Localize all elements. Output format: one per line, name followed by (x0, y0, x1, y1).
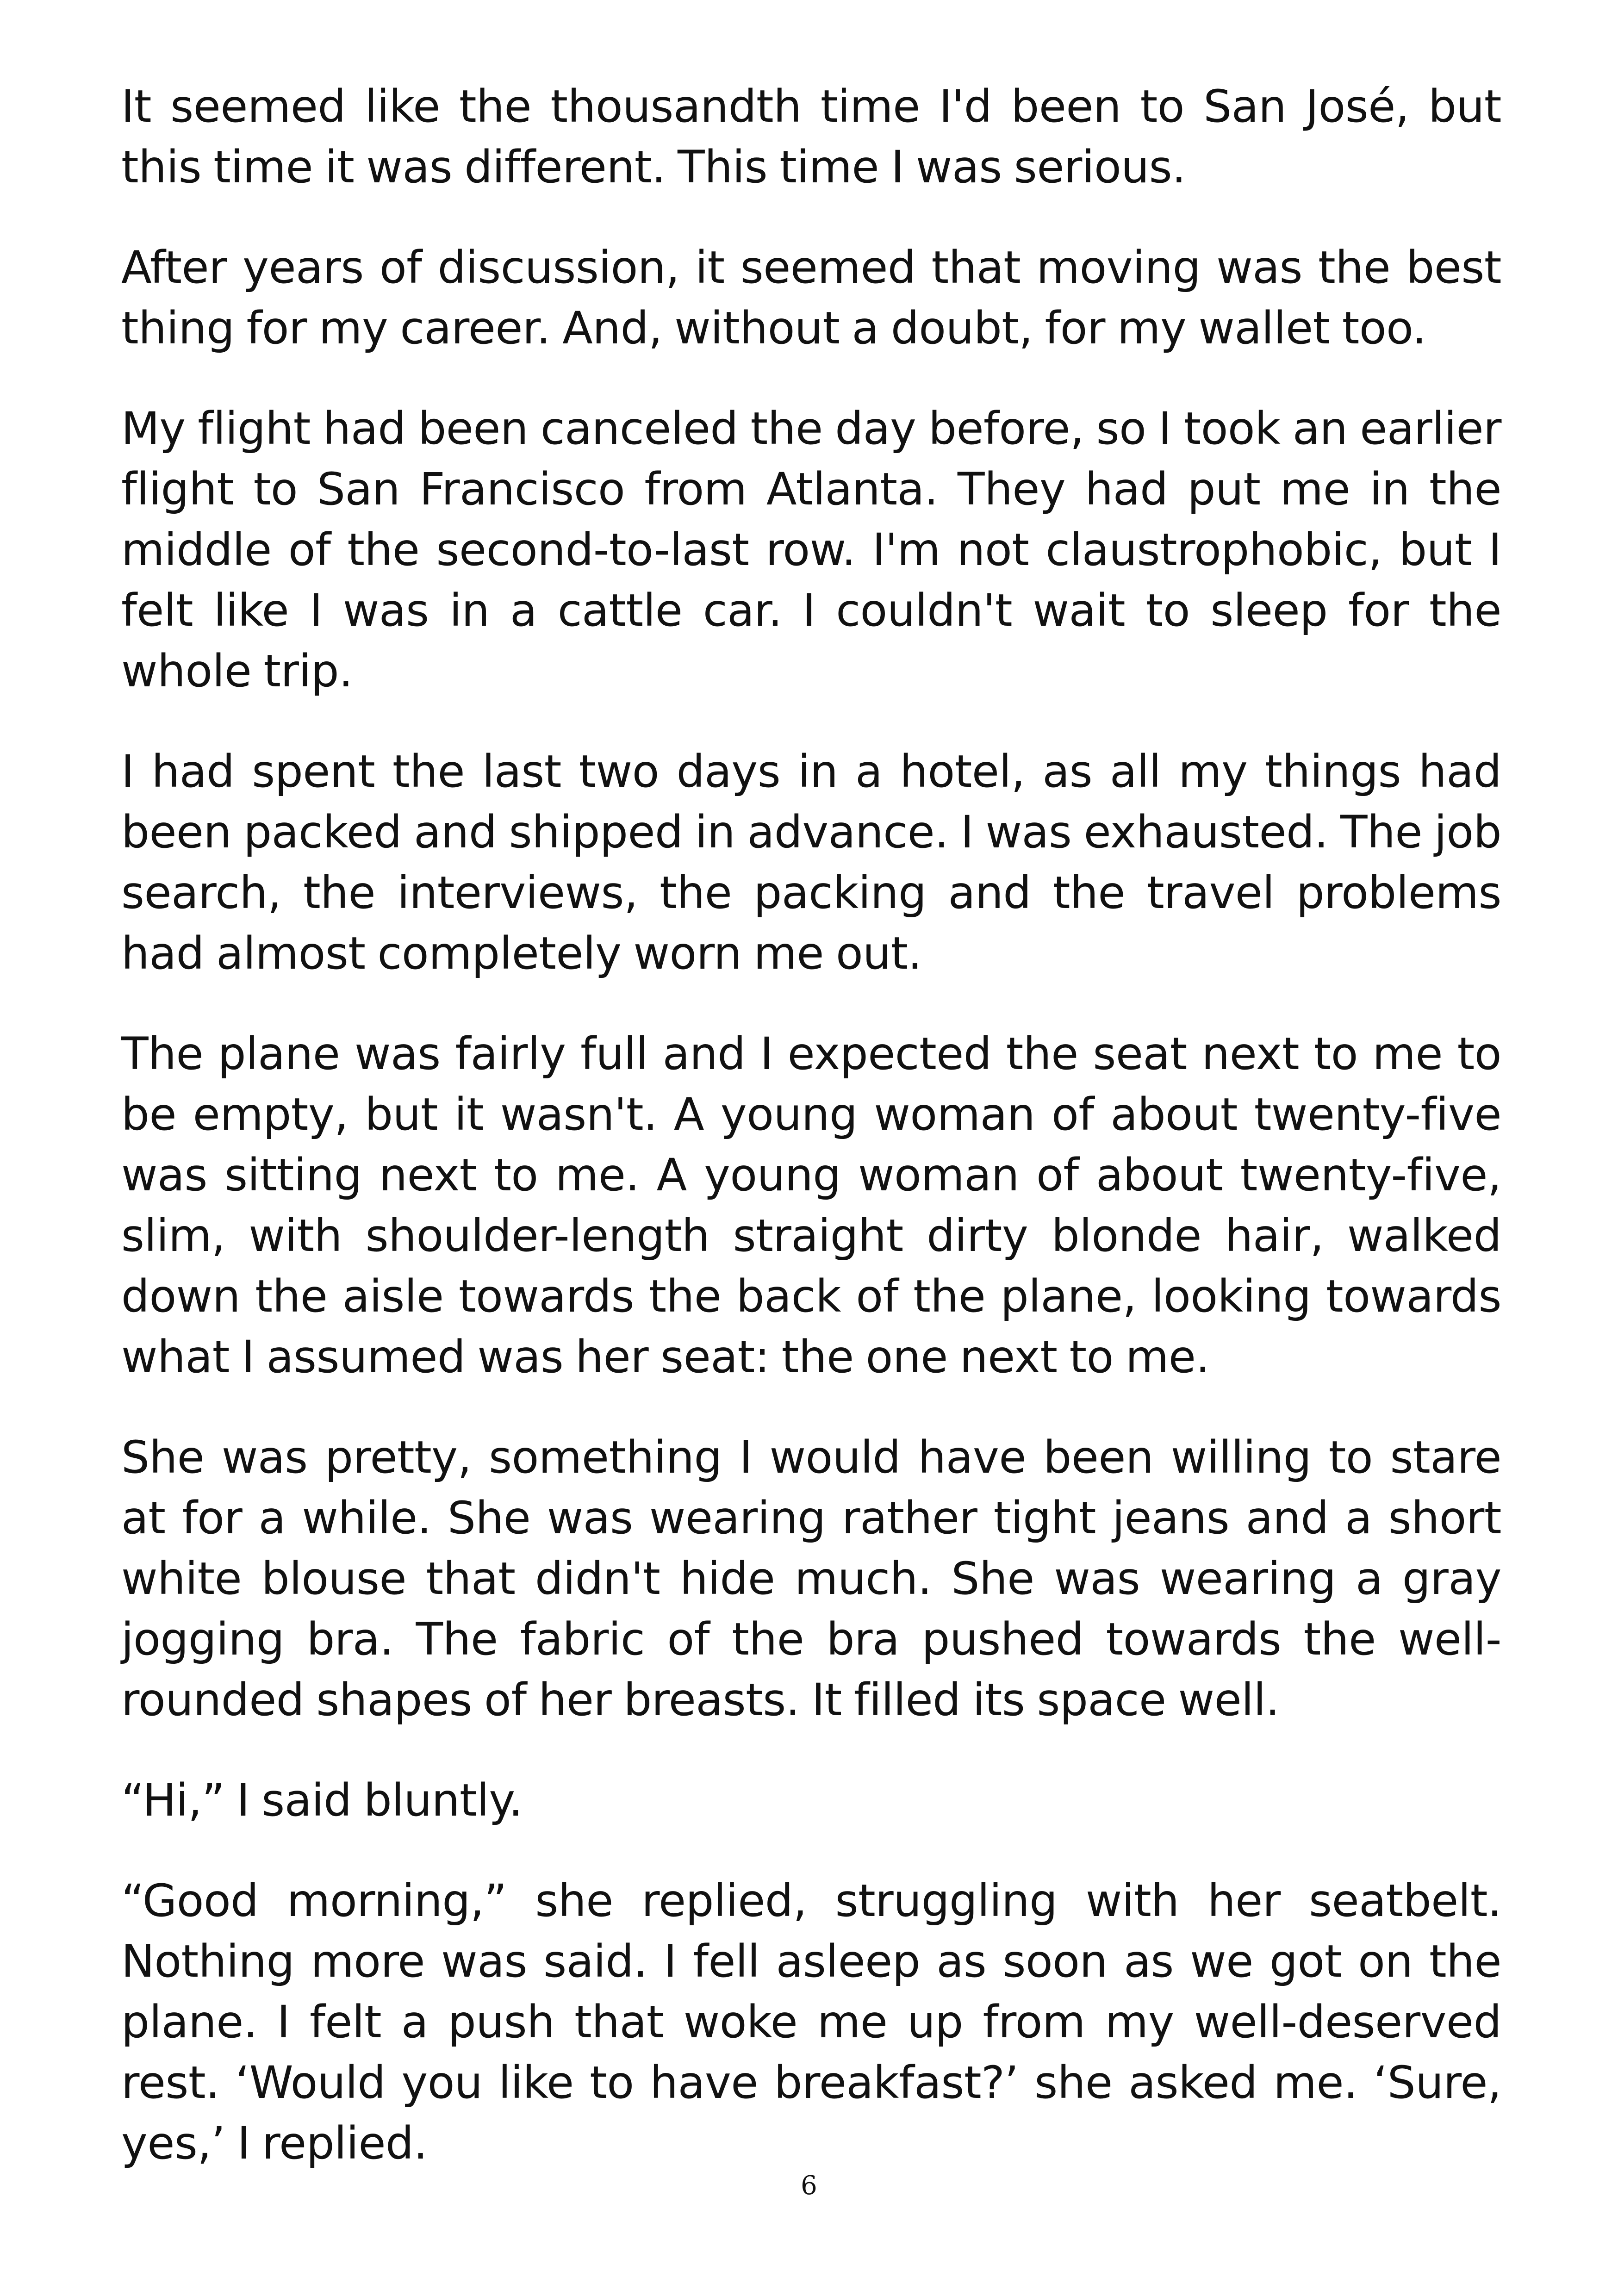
paragraph-3: My flight had been canceled the day before, so I took an earlier flight to San Francisco from Atlanta. They had put me in the middle of the second-to-last row. I'm not claustrophobic, but I felt like I was in a cattle car. I couldn't wait to sleep for the whole trip. (121, 403, 1501, 697)
paragraph-2: After years of discussion, it seemed that moving was the best thing for my career. And, without a doubt, for my wallet too. (121, 242, 1501, 354)
body-text (121, 76, 1501, 2214)
paragraph-4: I had spent the last two days in a hotel, as all my things had been packed and shipped in advance. I was exhausted. The job search, the interviews, the packing and the travel problems had almost completely worn me out. (121, 746, 1501, 979)
page-number: 6 (801, 2171, 817, 2201)
paragraph-5: The plane was fairly full and I expected the seat next to me to be empty, but it wasn't. A young woman of about twenty-five was sitting next to me. A young woman of about twenty-five, slim, with shoulder-length straight dirty blonde hair, walked down the aisle towards the back of the plane, looking towards what I assumed was her seat: the one next to me. (121, 1028, 1501, 1383)
paragraph-7: “Hi,” I said bluntly. (121, 1774, 523, 1826)
paragraph-1: It seemed like the thousandth time I'd been to San José, but this time it was different. This time I was serious. (121, 81, 1501, 193)
paragraph-6: She was pretty, something I would have been willing to stare at for a while. She was wearing rather tight jeans and a short white blouse that didn't hide much. She was wearing a gray jogging bra. The fabric of the bra pushed towards the well-rounded shapes of her breasts. It filled its space well. (121, 1431, 1501, 1726)
paragraph-8: “Good morning,” she replied, struggling with her seatbelt. Nothing more was said. I fell asleep as soon as we got on the plane. I felt a push that woke me up from my well-deserved rest. ‘Would you like to have breakfast?’ she asked me. ‘Sure, yes,’ I replied. (121, 1875, 1501, 2169)
